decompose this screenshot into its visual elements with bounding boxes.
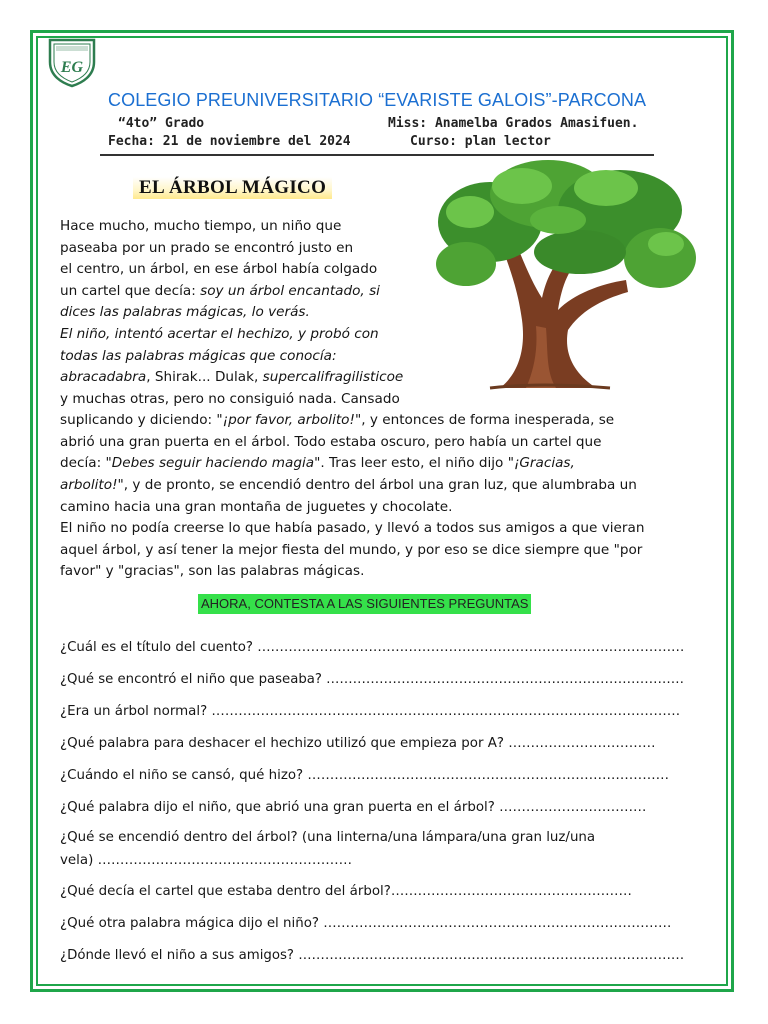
story-line xyxy=(60,518,644,540)
story-text-italic: abracadabra xyxy=(60,369,147,385)
story-text: suplicando y diciendo: " xyxy=(60,412,223,428)
story-text: aquel árbol, y así tener la mejor fiesta del mundo, y por eso se dice siempre que "por xyxy=(60,542,643,558)
question-item: ¿Qué palabra dijo el niño, que abrió una gran puerta en el árbol? …………………………… xyxy=(60,800,647,815)
story-line xyxy=(60,410,614,432)
question-item: ¿Qué se encontró el niño que paseaba? ……………………………………………………………………… xyxy=(60,672,685,687)
story-text: decía: " xyxy=(60,455,112,471)
story-text-italic: todas las palabras mágicas que conocía: xyxy=(60,348,337,364)
instructions-banner: AHORA, CONTESTA A LAS SIGUIENTES PREGUNTAS xyxy=(198,594,531,614)
story-text-italic: dices las palabras mágicas, lo verás. xyxy=(60,304,310,320)
story-line xyxy=(60,238,353,260)
header-divider xyxy=(100,154,654,156)
course-label: Curso: plan lector xyxy=(410,134,551,149)
story-line xyxy=(60,367,403,389)
story-text: ", y de pronto, se encendió dentro del árbol una gran luz, que alumbraba un xyxy=(117,477,637,493)
story-text: Hace mucho, mucho tiempo, un niño que xyxy=(60,218,342,234)
question-item: ¿Cuál es el título del cuento? …………………………………………………………………………………… xyxy=(60,640,685,655)
story-text: un cartel que decía: xyxy=(60,283,201,299)
story-line xyxy=(60,302,310,324)
school-logo xyxy=(44,36,100,88)
question-item: ¿Era un árbol normal? …………………………………………………………………………………………… xyxy=(60,704,681,719)
story-title: EL ÁRBOL MÁGICO xyxy=(133,177,332,199)
story-line xyxy=(60,346,337,368)
story-line xyxy=(60,389,400,411)
grade-label: “4to” Grado xyxy=(118,116,205,131)
tree-illustration xyxy=(430,160,700,392)
school-name: COLEGIO PREUNIVERSITARIO “EVARISTE GALOIS”-PARCONA xyxy=(108,90,647,110)
story-text-italic: ¡por favor, arbolito! xyxy=(222,412,355,428)
story-text: , Shirak... Dulak, xyxy=(146,369,263,385)
story-text: El niño no podía creerse lo que había pasado, y llevó a todos sus amigos a que vieran xyxy=(60,520,645,536)
story-text: favor" y "gracias", son las palabras mágicas. xyxy=(60,563,365,579)
story-text: ". Tras leer esto, el niño dijo " xyxy=(314,455,514,471)
story-text: camino hacia una gran montaña de juguetes y chocolate. xyxy=(60,499,453,515)
story-text: y muchas otras, pero no consiguió nada. Cansado xyxy=(60,391,400,407)
story-line xyxy=(60,324,379,346)
story-text: abrió una gran puerta en el árbol. Todo estaba oscuro, pero había un cartel que xyxy=(60,434,602,450)
question-item: ¿Qué palabra para deshacer el hechizo utilizó que empieza por A? …………………………… xyxy=(60,736,656,751)
story-text-italic: Debes seguir haciendo magia xyxy=(111,455,315,471)
story-line xyxy=(60,497,453,519)
question-item: ¿Dónde llevó el niño a sus amigos? …………………………………………………………………………… xyxy=(60,948,685,963)
question-item: ¿Cuándo el niño se cansó, qué hizo? ……………………………………………………………………… xyxy=(60,768,669,783)
logo-initials: EG xyxy=(60,59,84,76)
story-text-italic: supercalifragilisticoe xyxy=(262,369,404,385)
story-text: ", y entonces de forma inesperada, se xyxy=(354,412,615,428)
story-line xyxy=(60,561,364,583)
story-text-italic: El niño, intentó acertar el hechizo, y probó con xyxy=(60,326,379,342)
story-text-italic: ¡Gracias, xyxy=(513,455,575,471)
story-line xyxy=(60,432,602,454)
question-item: ¿Qué se encendió dentro del árbol? (una linterna/una lámpara/una gran luz/una xyxy=(60,830,596,845)
teacher-label: Miss: Anamelba Grados Amasifuen. xyxy=(388,116,639,131)
date-label: Fecha: 21 de noviembre del 2024 xyxy=(108,134,351,149)
question-item: vela) ………………………………………………… xyxy=(60,853,352,868)
story-text: el centro, un árbol, en ese árbol había colgado xyxy=(60,261,378,277)
story-text: paseaba por un prado se encontró justo en xyxy=(60,240,354,256)
story-line xyxy=(60,540,642,562)
story-line xyxy=(60,475,637,497)
story-line xyxy=(60,216,341,238)
story-text-italic: soy un árbol encantado, si xyxy=(200,283,380,299)
story-line xyxy=(60,259,377,281)
story-text-italic: arbolito! xyxy=(60,477,118,493)
question-item: ¿Qué decía el cartel que estaba dentro del árbol?……………………………………………… xyxy=(60,884,632,899)
question-item: ¿Qué otra palabra mágica dijo el niño? …………………………………………………………………… xyxy=(60,916,672,931)
story-line xyxy=(60,453,575,475)
story-line xyxy=(60,281,380,303)
